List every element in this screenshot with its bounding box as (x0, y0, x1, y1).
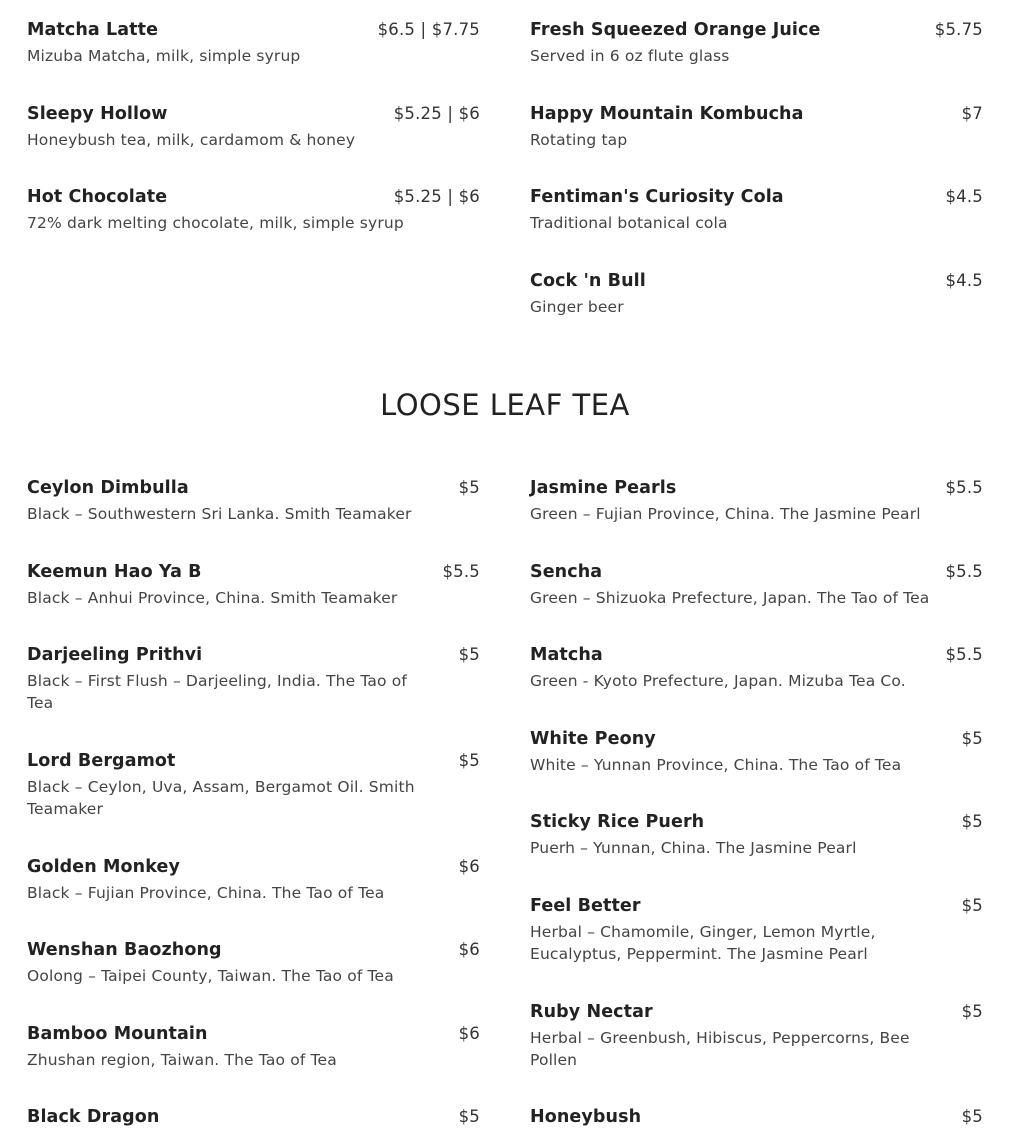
loose-leaf-tea-section (27, 475, 983, 1144)
menu-item (530, 101, 983, 185)
item-name: Golden Monkey (27, 856, 180, 877)
item-description: Zhushan region, Taiwan. The Tao of Tea (27, 1050, 337, 1069)
item-price: $5 (458, 751, 480, 770)
item-name: Sleepy Hollow (27, 103, 168, 124)
menu-item (27, 475, 480, 559)
item-name: White Peony (530, 728, 656, 749)
menu-item (530, 1104, 983, 1144)
menu-item (27, 642, 480, 748)
item-price: $5 (458, 1107, 480, 1126)
other-drinks-right-column (530, 17, 983, 351)
section-title-loose-leaf-tea: LOOSE LEAF TEA (380, 388, 630, 422)
item-price: $5 (961, 1001, 983, 1021)
item-price: $5.25 | $6 (393, 187, 480, 207)
item-price: $6 (458, 940, 480, 959)
item-price: $5 (458, 645, 480, 664)
item-name: Matcha Latte (27, 20, 159, 40)
item-description: Served in 6 oz flute glass (530, 47, 730, 65)
item-price: $7 (961, 103, 983, 123)
item-price: $5 (961, 728, 983, 748)
item-description: White – Yunnan Province, China. The Tao of Tea (530, 755, 902, 774)
menu-item (27, 101, 480, 185)
item-name: Ceylon Dimbulla (27, 478, 189, 498)
item-name: Cock 'n Bull (530, 270, 646, 291)
menu-item (530, 893, 983, 999)
item-price: $6.5 | $7.75 (377, 20, 480, 39)
item-price: $5 (961, 895, 983, 915)
item-price: $4.5 (945, 270, 983, 290)
item-name: Ruby Nectar (530, 1001, 653, 1022)
item-description: Green – Shizuoka Prefecture, Japan. The Tao of Tea (530, 588, 930, 607)
item-name: Jasmine Pearls (530, 478, 677, 498)
menu-item (27, 937, 480, 1021)
item-description: Mizuba Matcha, milk, simple syrup (27, 47, 301, 65)
item-name: Fresh Squeezed Orange Juice (530, 20, 821, 40)
item-description: Black – First Flush – Darjeeling, India. The Tao of Tea (27, 672, 407, 712)
menu-item (530, 268, 983, 352)
menu-item (27, 1021, 480, 1105)
item-price: $5.5 (945, 478, 983, 497)
item-name: Feel Better (530, 895, 641, 916)
item-name: Matcha (530, 645, 603, 665)
item-name: Bamboo Mountain (27, 1023, 208, 1044)
item-description: Black – Southwestern Sri Lanka. Smith Teamaker (27, 505, 412, 523)
item-name: Hot Chocolate (27, 187, 168, 208)
item-description: Herbal – Greenbush, Hibiscus, Peppercorns, Bee Pollen (530, 1028, 910, 1069)
item-name: Black Dragon (27, 1107, 160, 1127)
item-price: $6 (458, 1023, 480, 1043)
item-price: $5.5 (945, 645, 983, 664)
item-name: Happy Mountain Kombucha (530, 103, 804, 124)
item-price: $5 (961, 1107, 983, 1126)
other-drinks-section (27, 17, 983, 351)
item-description: Green – Fujian Province, China. The Jasmine Pearl (530, 505, 921, 523)
menu-item (530, 809, 983, 893)
item-price: $5.5 (945, 561, 983, 581)
menu-item (27, 1104, 480, 1144)
menu-item (530, 726, 983, 810)
item-price: $5 (458, 478, 480, 497)
item-description: Ginger beer (530, 297, 624, 316)
item-price: $5 (961, 812, 983, 831)
item-description: Black – Fujian Province, China. The Tao of Tea (27, 883, 385, 902)
menu-item (27, 17, 480, 101)
other-drinks-left-column (27, 17, 480, 351)
item-description: Black – Anhui Province, China. Smith Teamaker (27, 588, 398, 607)
item-name: Keemun Hao Ya B (27, 561, 202, 582)
item-price: $5.5 (442, 561, 480, 581)
item-price: $5.75 (934, 20, 983, 39)
item-price: $6 (458, 856, 480, 876)
item-name: Sencha (530, 561, 603, 582)
item-name: Wenshan Baozhong (27, 940, 222, 960)
menu-item (530, 999, 983, 1105)
item-name: Honeybush (530, 1107, 642, 1127)
menu-item (27, 559, 480, 643)
item-description: Green - Kyoto Prefecture, Japan. Mizuba Tea Co. (530, 672, 906, 690)
loose-leaf-left-column (27, 475, 480, 1144)
item-name: Lord Bergamot (27, 751, 176, 771)
menu-item (27, 748, 480, 854)
menu-item (530, 475, 983, 559)
item-description: Rotating tap (530, 130, 628, 149)
item-description: Herbal – Chamomile, Ginger, Lemon Myrtle, Eucalyptus, Peppermint. The Jasmine Pearl (530, 922, 876, 963)
menu-item (27, 184, 480, 268)
item-name: Darjeeling Prithvi (27, 645, 203, 665)
menu-item (530, 642, 983, 726)
item-description: Traditional botanical cola (530, 214, 728, 233)
menu-item (530, 559, 983, 643)
item-description: 72% dark melting chocolate, milk, simple syrup (27, 214, 404, 233)
menu-item (27, 854, 480, 938)
item-description: Oolong – Taipei County, Taiwan. The Tao of Tea (27, 967, 394, 985)
menu-item (530, 184, 983, 268)
item-description: Puerh – Yunnan, China. The Jasmine Pearl (530, 839, 857, 857)
item-description: Black – Ceylon, Uva, Assam, Bergamot Oil. Smith Teamaker (27, 778, 415, 818)
item-name: Fentiman's Curiosity Cola (530, 187, 784, 208)
item-description: Honeybush tea, milk, cardamom & honey (27, 130, 356, 149)
loose-leaf-right-column (530, 475, 983, 1144)
item-price: $5.25 | $6 (393, 103, 480, 123)
menu-item (530, 17, 983, 101)
item-price: $4.5 (945, 187, 983, 207)
item-name: Sticky Rice Puerh (530, 812, 705, 832)
